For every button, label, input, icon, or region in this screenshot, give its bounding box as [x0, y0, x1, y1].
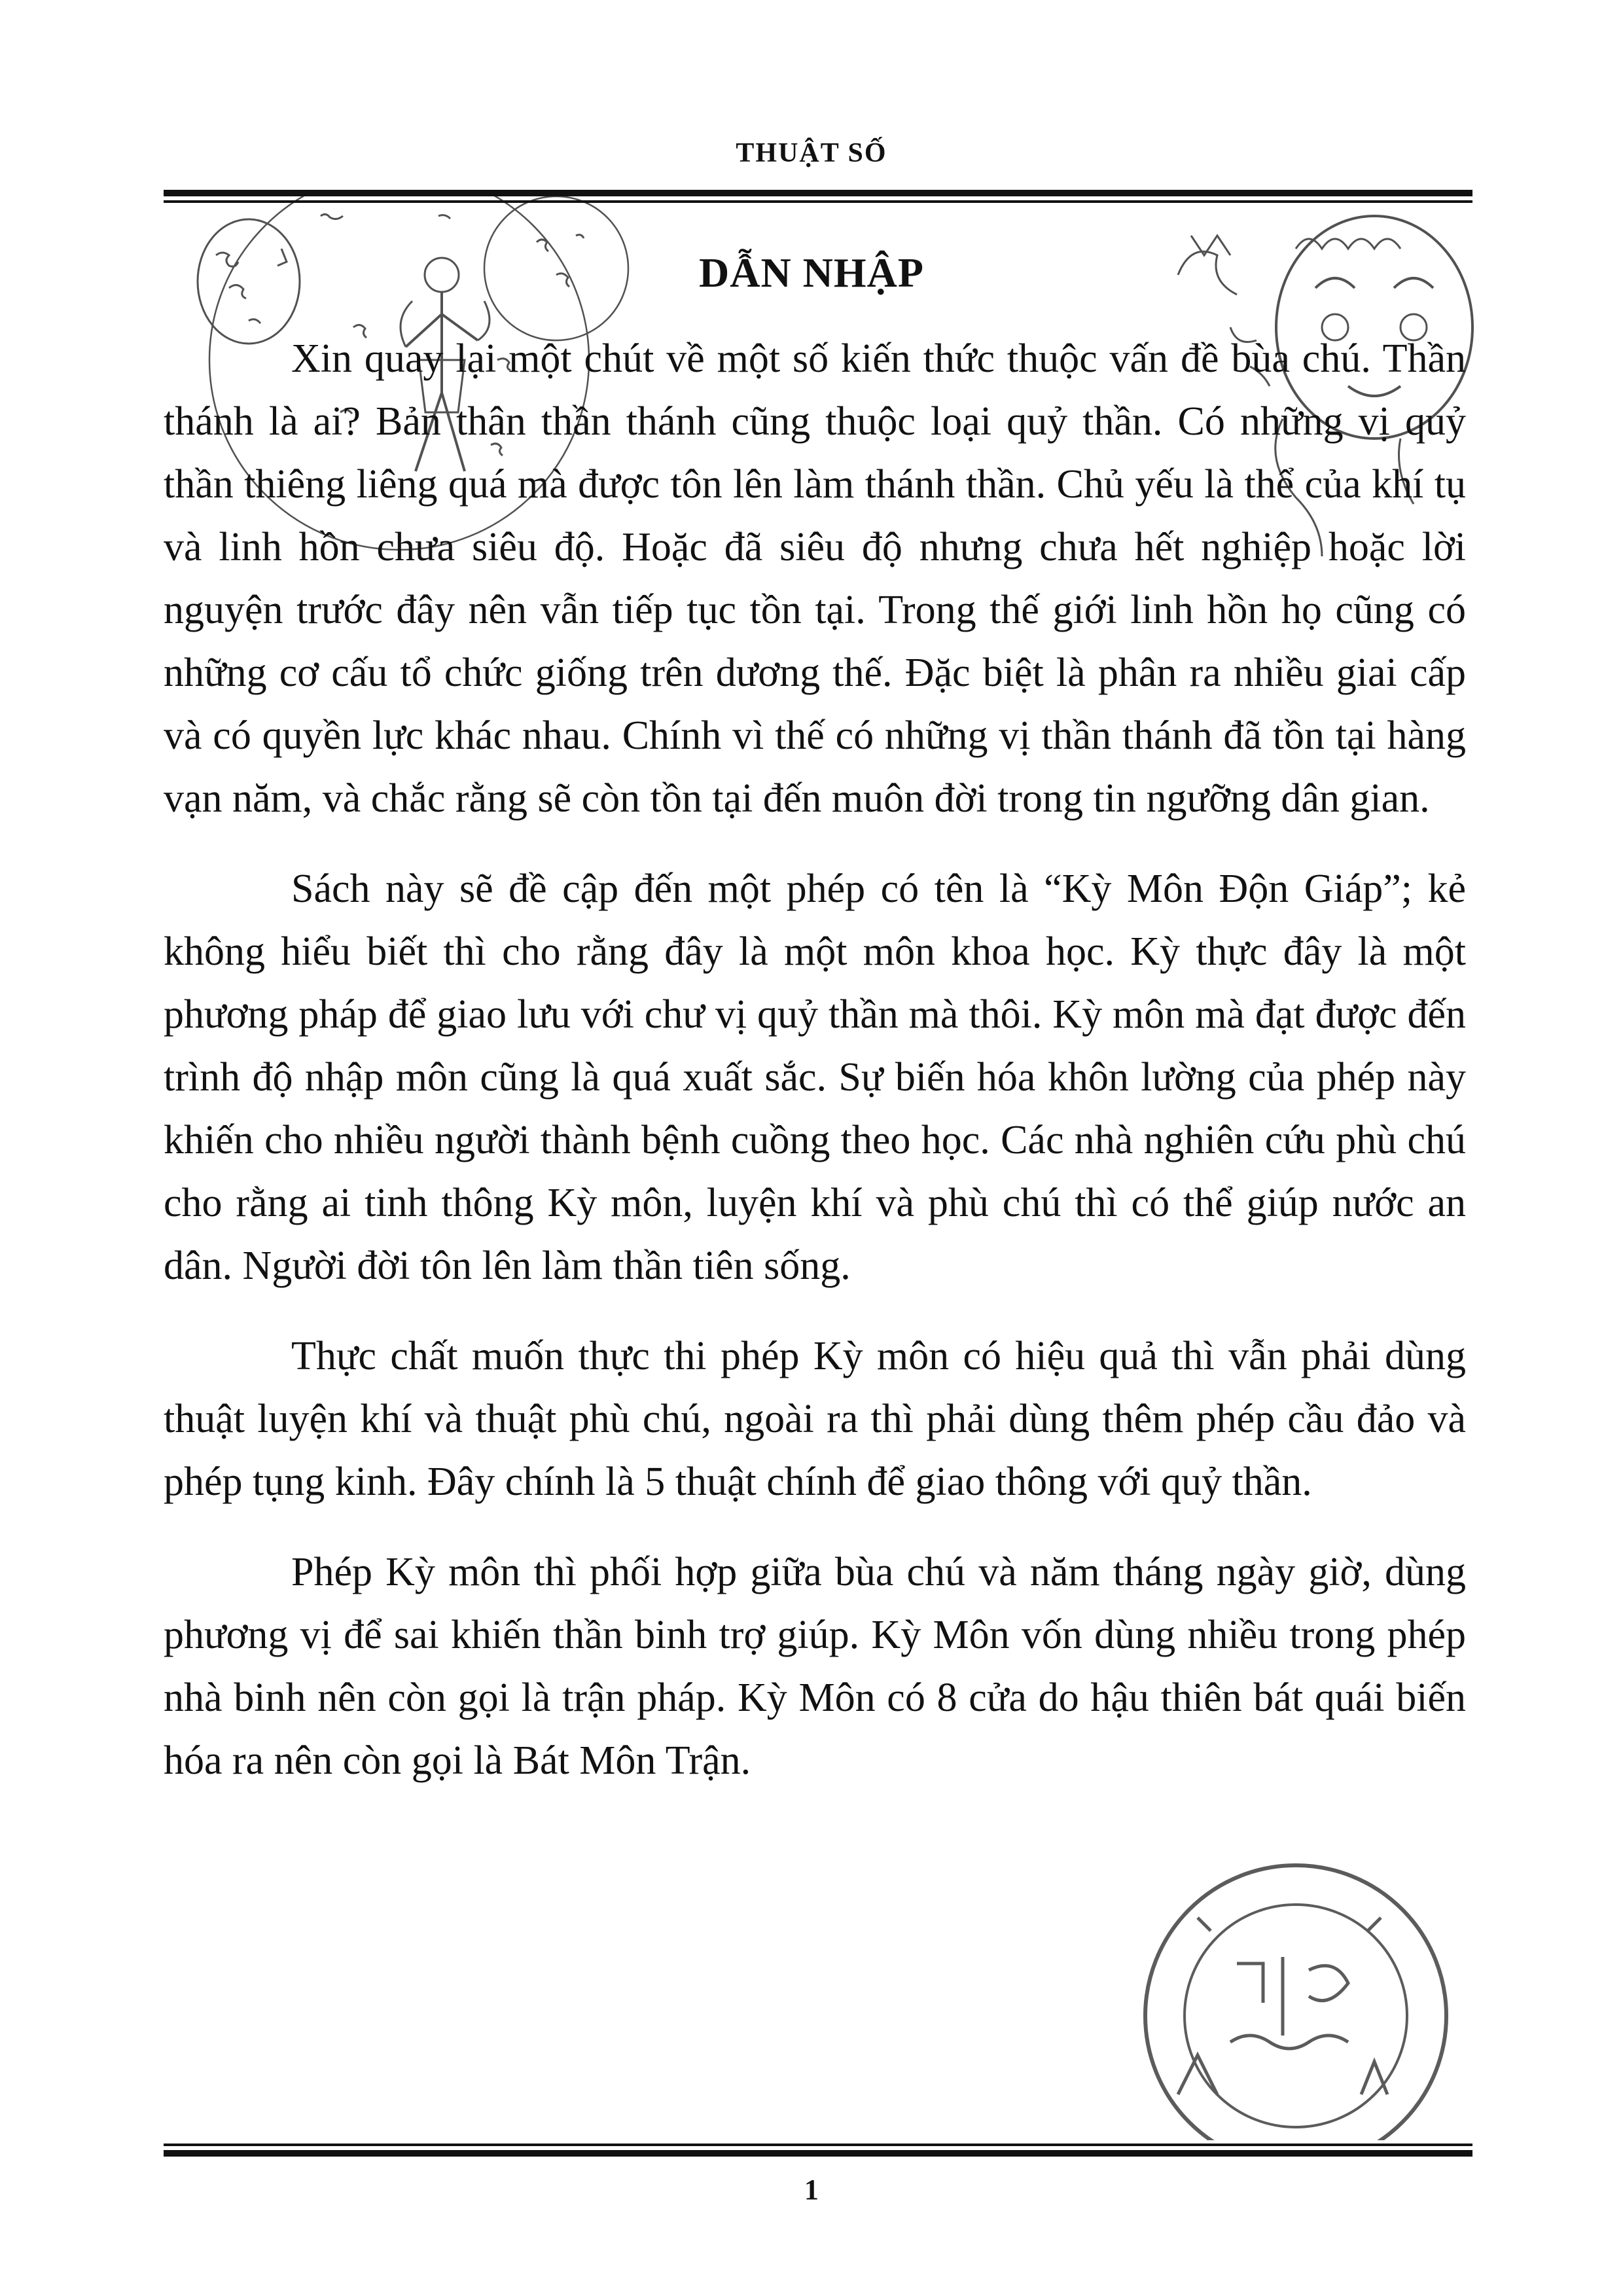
header-rule [164, 190, 1472, 203]
header-rule-thick [164, 190, 1472, 196]
footer-rule [164, 2144, 1472, 2157]
paragraph: Xin quay lại một chút về một số kiến thức thuộc vấn đề bùa chú. Thần thánh là ai? Bản thân thần thánh cũng thuộc loại quỷ thần. Có những vị quỷ thần thiêng liêng quá mà được tôn lên làm thánh thần. Chủ yếu là thể của khí tụ và linh hồn chưa siêu độ. Hoặc đã siêu độ nhưng chưa hết nghiệp hoặc lời nguyện trước đây nên vẫn tiếp tục tồn tại. Trong thế giới linh hồn họ cũng có những cơ cấu tổ chức giống trên dương thế. Đặc biệt là phân ra nhiều giai cấp và có quyền lực khác nhau. Chính vì thế có những vị thần thánh đã tồn tại hàng vạn năm, và chắc rằng sẽ còn tồn tại đến muôn đời trong tin ngưỡng dân gian. [164, 336, 1466, 821]
paragraph: Phép Kỳ môn thì phối hợp giữa bùa chú và năm tháng ngày giờ, dùng phương vị để sai khiến thần binh trợ giúp. Kỳ Môn vốn dùng nhiều trong phép nhà binh nên còn gọi là trận pháp. Kỳ Môn có 8 cửa do hậu thiên bát quái biến hóa ra nên còn gọi là Bát Môn Trận. [164, 1550, 1466, 1783]
header-rule-thin [164, 200, 1472, 203]
page-number: 1 [804, 2174, 819, 2206]
footer-rule-thin [164, 2144, 1472, 2146]
running-head-title: THUẬT SỐ [736, 138, 887, 168]
paragraph: Sách này sẽ đề cập đến một phép có tên là “Kỳ Môn Độn Giáp”; kẻ không hiểu biết thì cho rằng đây là một môn khoa học. Kỳ thực đây là một phương pháp để giao lưu với chư vị quỷ thần mà thôi. Kỳ môn mà đạt được đến trình độ nhập môn cũng là quá xuất sắc. Sự biến hóa khôn lường của phép này khiến cho nhiều người thành bệnh cuồng theo học. Các nhà nghiên cứu phù chú cho rằng ai tinh thông Kỳ môn, luyện khí và phù chú thì có thể giúp nước an dân. Người đời tôn lên làm thần tiên sống. [164, 867, 1466, 1288]
body-text [164, 327, 1466, 1820]
footer-rule-thick [164, 2150, 1472, 2157]
chapter-title: DẪN NHẬP [699, 249, 924, 296]
paragraph: Thực chất muốn thực thi phép Kỳ môn có hiệu quả thì vẫn phải dùng thuật luyện khí và thuật phù chú, ngoài ra thì phải dùng thêm phép cầu đảo và phép tụng kinh. Đây chính là 5 thuật chính để giao thông với quỷ thần. [164, 1334, 1466, 1504]
seal-stamp-icon [1099, 1846, 1466, 2140]
seal-stamp-watermark [1099, 1846, 1466, 2140]
